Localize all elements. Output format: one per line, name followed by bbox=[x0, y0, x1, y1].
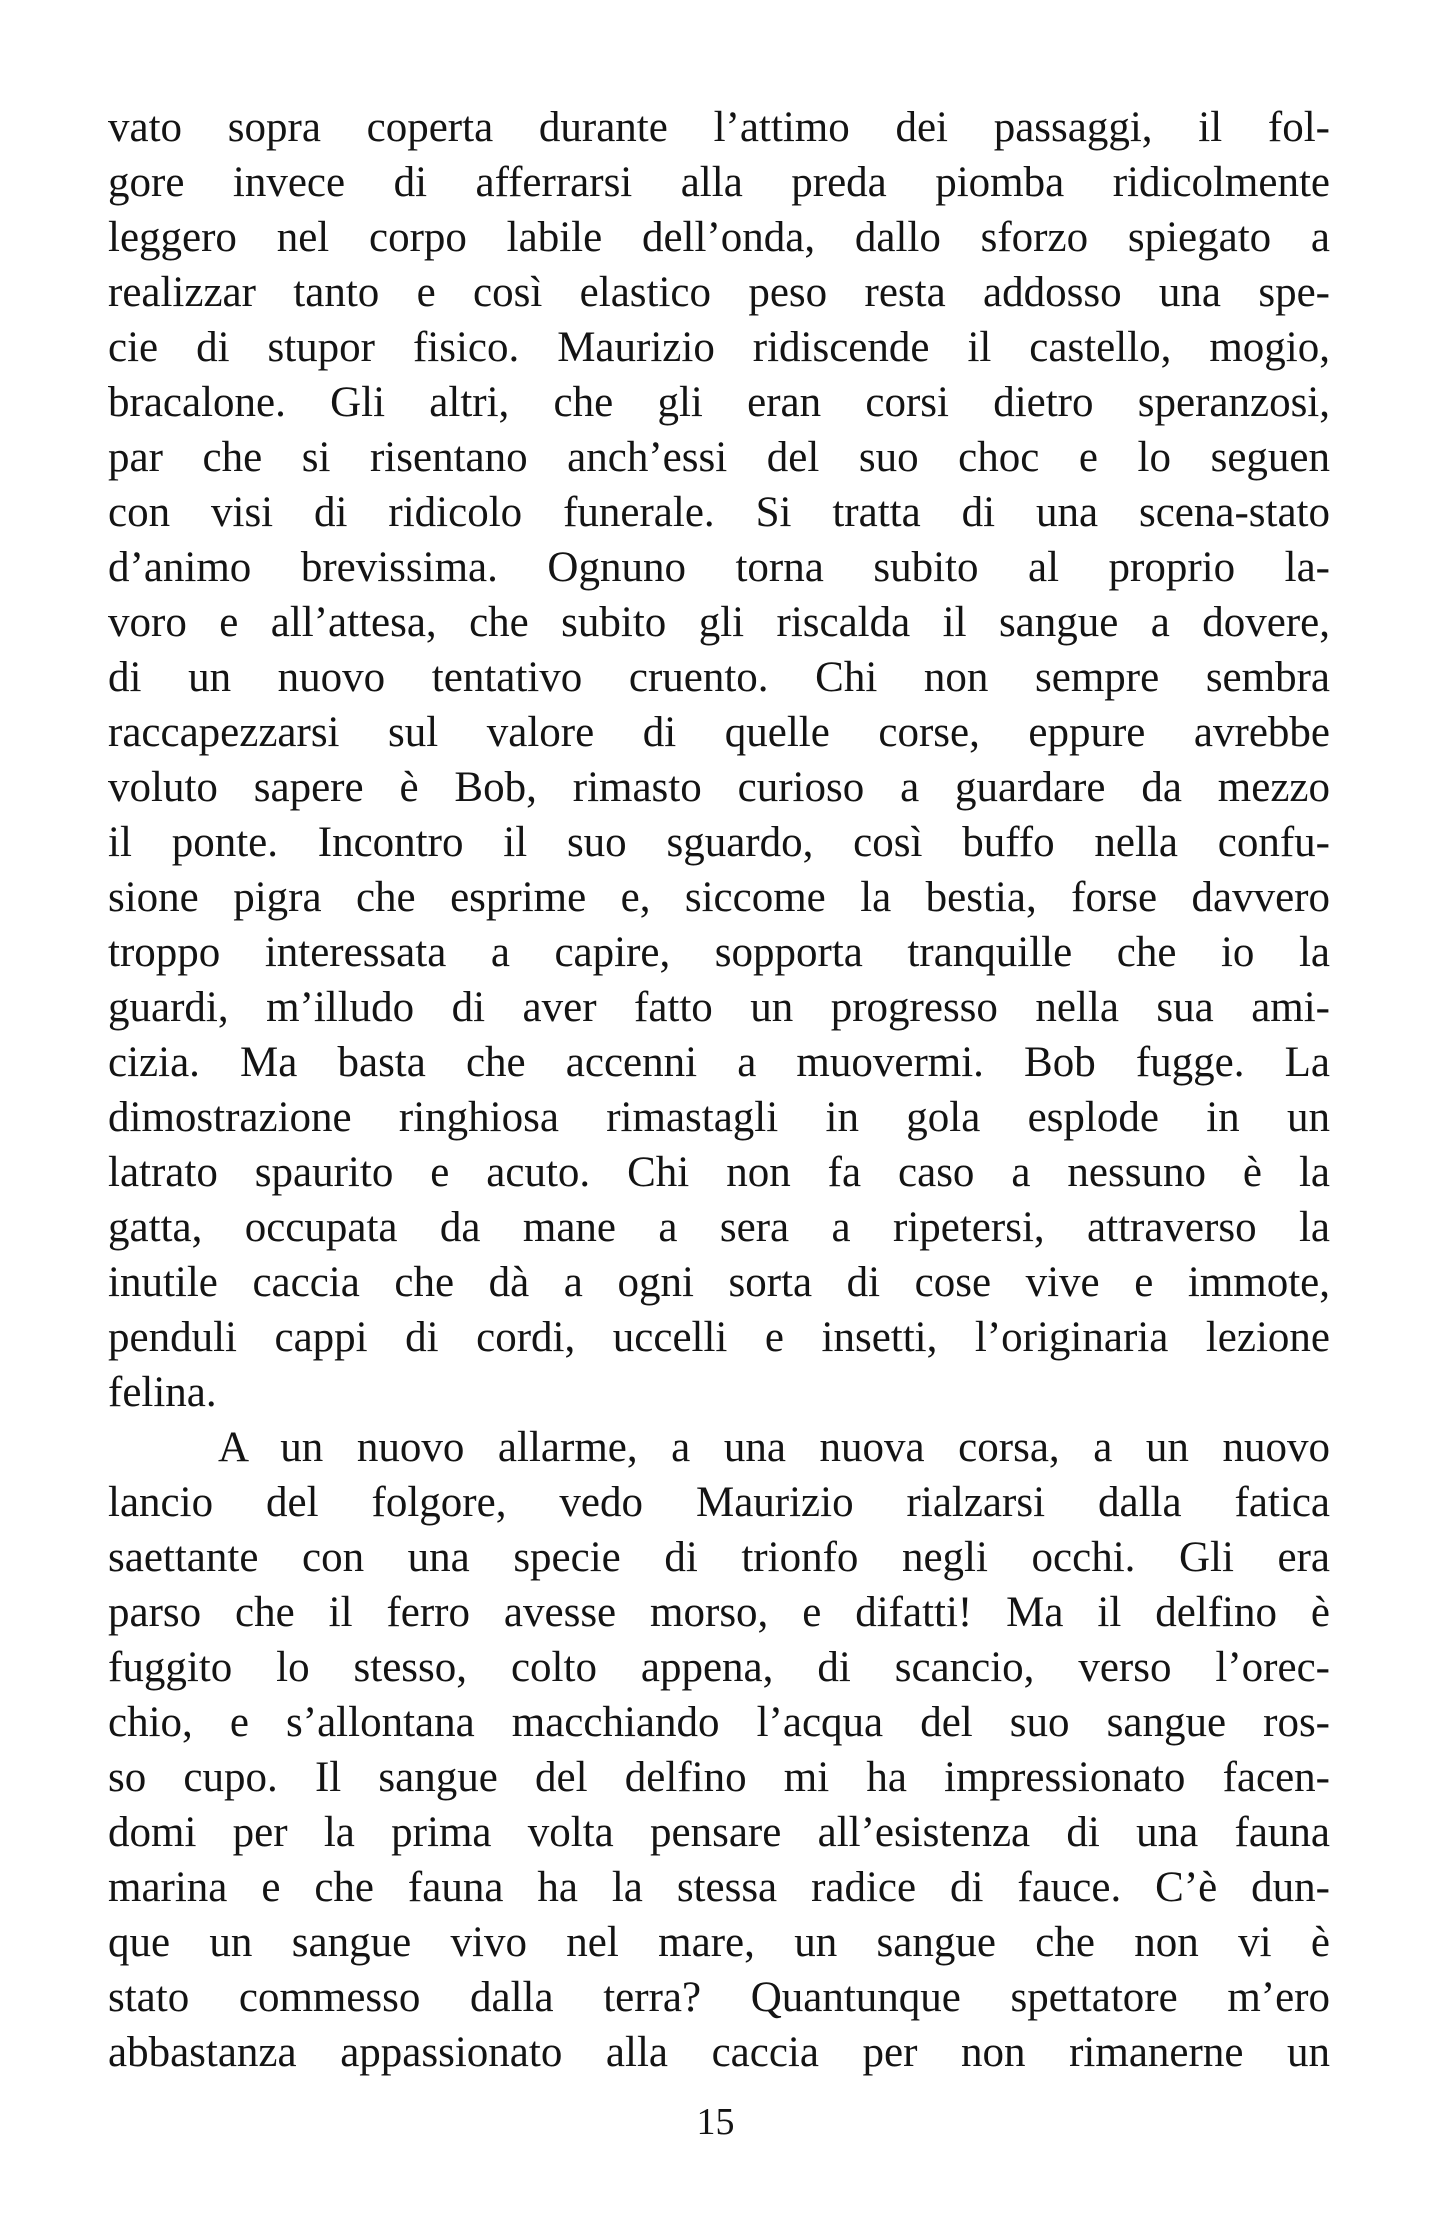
text-line: con visi di ridicolo funerale. Si tratta di una scena-stato bbox=[108, 489, 1330, 536]
text-line: guardi, m’illudo di aver fatto un progresso nella sua ami- bbox=[108, 984, 1330, 1031]
text-line: stato commesso dalla terra? Quantunque spettatore m’ero bbox=[108, 1974, 1330, 2021]
text-line: d’animo brevissima. Ognuno torna subito al proprio la- bbox=[108, 544, 1330, 591]
text-line: par che si risentano anch’essi del suo choc e lo seguen bbox=[108, 434, 1330, 481]
text-line: penduli cappi di cordi, uccelli e insetti, l’originaria lezione bbox=[108, 1314, 1330, 1361]
text-line: leggero nel corpo labile dell’onda, dallo sforzo spiegato a bbox=[108, 214, 1330, 261]
text-line: abbastanza appassionato alla caccia per non rimanerne un bbox=[108, 2029, 1330, 2076]
text-line: A un nuovo allarme, a una nuova corsa, a un nuovo bbox=[218, 1424, 1330, 1471]
text-line: saettante con una specie di trionfo negli occhi. Gli era bbox=[108, 1534, 1330, 1581]
paragraph-2 bbox=[108, 1420, 1330, 2080]
text-line: marina e che fauna ha la stessa radice di fauce. C’è dun- bbox=[108, 1864, 1330, 1911]
text-line: fuggito lo stesso, colto appena, di scancio, verso l’orec- bbox=[108, 1644, 1330, 1691]
body-text bbox=[108, 100, 1330, 2080]
text-line: di un nuovo tentativo cruento. Chi non sempre sembra bbox=[108, 654, 1330, 701]
text-line: voluto sapere è Bob, rimasto curioso a guardare da mezzo bbox=[108, 764, 1330, 811]
text-line: gore invece di afferrarsi alla preda piomba ridicolmente bbox=[108, 159, 1330, 206]
text-line: felina. bbox=[108, 1369, 217, 1416]
text-line: dimostrazione ringhiosa rimastagli in gola esplode in un bbox=[108, 1094, 1330, 1141]
text-line: gatta, occupata da mane a sera a ripetersi, attraverso la bbox=[108, 1204, 1330, 1251]
text-line: parso che il ferro avesse morso, e difatti! Ma il delfino è bbox=[108, 1589, 1330, 1636]
text-line: inutile caccia che dà a ogni sorta di cose vive e immote, bbox=[108, 1259, 1330, 1306]
text-line: voro e all’attesa, che subito gli riscalda il sangue a dovere, bbox=[108, 599, 1330, 646]
text-line: bracalone. Gli altri, che gli eran corsi dietro speranzosi, bbox=[108, 379, 1330, 426]
text-line: troppo interessata a capire, sopporta tranquille che io la bbox=[108, 929, 1330, 976]
paragraph-1 bbox=[108, 100, 1330, 1420]
text-line: cie di stupor fisico. Maurizio ridiscende il castello, mogio, bbox=[108, 324, 1330, 371]
text-line: chio, e s’allontana macchiando l’acqua del suo sangue ros- bbox=[108, 1699, 1330, 1746]
text-line: raccapezzarsi sul valore di quelle corse, eppure avrebbe bbox=[108, 709, 1330, 756]
text-line: so cupo. Il sangue del delfino mi ha impressionato facen- bbox=[108, 1754, 1330, 1801]
text-line: il ponte. Incontro il suo sguardo, così buffo nella confu- bbox=[108, 819, 1330, 866]
text-line: lancio del folgore, vedo Maurizio rialzarsi dalla fatica bbox=[108, 1479, 1330, 1526]
text-line: domi per la prima volta pensare all’esistenza di una fauna bbox=[108, 1809, 1330, 1856]
text-line: que un sangue vivo nel mare, un sangue che non vi è bbox=[108, 1919, 1330, 1966]
text-line: sione pigra che esprime e, siccome la bestia, forse davvero bbox=[108, 874, 1330, 921]
page-number: 15 bbox=[696, 2101, 735, 2143]
text-line: vato sopra coperta durante l’attimo dei passaggi, il fol- bbox=[108, 104, 1330, 151]
text-line: realizzar tanto e così elastico peso resta addosso una spe- bbox=[108, 269, 1330, 316]
text-line: cizia. Ma basta che accenni a muovermi. Bob fugge. La bbox=[108, 1039, 1330, 1086]
text-line: latrato spaurito e acuto. Chi non fa caso a nessuno è la bbox=[108, 1149, 1330, 1196]
